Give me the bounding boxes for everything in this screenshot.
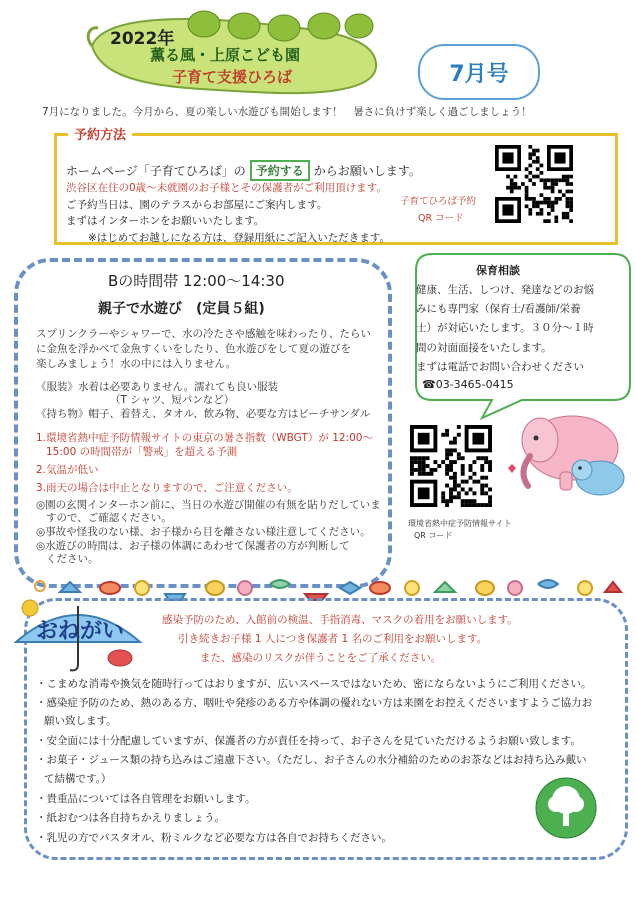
request-item7: ・乳児の方でパスタオル、粉ミルクなど必要な方は各自でお持ちください。	[36, 832, 392, 844]
consult-phone[interactable]: ☎03-3465-0415	[422, 378, 514, 391]
session-warn2: 2.気温が低い	[36, 464, 99, 476]
umbrella-icon	[8, 594, 148, 674]
session-dress-detail: （T シャツ、短パンなど）	[110, 394, 235, 406]
reserve-button[interactable]: 予約する	[250, 160, 310, 181]
session-warn1-cont: 15:00 の時間帯が「警戒」を超える予測	[46, 446, 238, 458]
reservation-title: 予約方法	[68, 124, 132, 143]
request-item4-cont: て結構です。）	[44, 773, 112, 785]
request-item3: ・安全面には十分配慮していますが、保護者の方が責任を持って、お子さんを見ていただけるようお願い致します。	[36, 735, 581, 747]
request-item6: ・紙おむつは各自持ちかえりましょう。	[36, 812, 225, 824]
consult-line3: 士）が対応いたします。３０分～１時	[416, 322, 594, 334]
session-dress: 《服装》水着は必要ありません。濡れても良い服装	[36, 381, 279, 393]
reservation-line2: 渋谷区在住の0歳～未就園のお子様とその保護者がご利用頂けます。	[66, 182, 387, 194]
session-time: Bの時間帯 12:00～14:30	[108, 272, 285, 290]
session-desc2: に金魚を浮かべて金魚すくいをしたり、色水遊びをして夏の遊びを	[36, 343, 351, 355]
request-red2: 引き続きお子様 1 人につき保護者 1 名のご利用をお願いします。	[178, 633, 488, 645]
consult-line4: 間の対面面接をいたします。	[416, 342, 552, 354]
session-note1-cont: すので、ご確認ください。	[46, 512, 172, 524]
qr1-caption-code: QR コード	[418, 213, 464, 224]
header-org: 薫る風・上原こども園	[150, 46, 301, 64]
request-item5: ・貴重品については各自管理をお願いします。	[36, 793, 256, 805]
qr1-caption: 子育てひろば予約	[400, 196, 477, 207]
session-note3: ◎水遊びの時間は、お子様の体調にあわせて保護者の方が判断して	[36, 540, 350, 552]
elephant-icon	[500, 396, 630, 504]
qr-code-icon[interactable]	[495, 145, 573, 223]
request-badge: おねがい	[36, 619, 125, 644]
session-note2: ◎事故や怪我のない様、お子様から目を離さない様注意してください。	[36, 526, 371, 538]
request-item2-cont: 願い致します。	[44, 715, 117, 727]
request-item2: ・感染症予防のため、熱のある方、咽吐や発疹のある方や体調の優れない方は来園をお控えくださいますようご協力お	[36, 697, 593, 709]
issue-badge: 7月号	[418, 44, 540, 100]
request-item4: ・お菓子・ジュース類の持ち込みはご遠慮下さい。（ただし、お子さんの水分補給のためのお茶などはお持ち込み戴い	[36, 754, 587, 766]
session-desc3: 楽しみましょう！水の中には入りません。	[36, 358, 237, 370]
header-subtitle: 子育て支援ひろば	[172, 68, 293, 86]
reservation-line3: ご予約当日は、園のテラスからお部屋にご案内します。	[66, 199, 328, 211]
consult-title: 保育相談	[476, 264, 520, 277]
reservation-line5: ※はじめてお越しになる方は、登録用紙にご記入いただきます。	[88, 232, 390, 244]
qr2-caption-code: QR コード	[414, 531, 453, 540]
request-item1: ・こまめな消毒や換気を随時行ってはおりますが、広いスペースではないため、密にならないようにご利用ください。	[36, 678, 592, 690]
session-warn3: 3.雨天の場合は中止となりますので、ご注意ください。	[36, 482, 298, 494]
session-note1: ◎園の玄関インターホン前に、当日の水遊び開催の有無を貼りだしていま	[36, 499, 381, 511]
session-warn1: 1.環境省熱中症予防情報サイトの東京の暑さ指数（WBGT）が 12:00～	[36, 432, 373, 444]
request-red3: また、感染のリスクが伴うことをご了承ください。	[200, 652, 442, 664]
header-year: 2022年	[110, 29, 175, 49]
consult-line1: 健康、生活、しつけ、発達などのお悩	[416, 284, 595, 296]
request-red1: 感染予防のため、入館前の検温、手指消毒、マスクの着用をお願いします。	[162, 614, 518, 626]
session-desc1: スプリンクラーやシャワーで、水の冷たさや感触を味わったり、たらい	[36, 328, 371, 340]
consult-line5: まずは電話でお問い合わせください	[416, 361, 584, 373]
consult-line2: みにも専門家（保育士/看護師/栄養	[416, 303, 581, 315]
crab-icon	[108, 650, 132, 666]
reservation-line1-post: からお願いします。	[313, 164, 421, 178]
session-belongings: 《持ち物》帽子、着替え、タオル、飲み物、必要な方はビーチサンダル	[36, 408, 371, 420]
qr2-caption: 環境省熱中症予防情報サイト	[408, 519, 512, 528]
session-title: 親子で水遊び (定員５組)	[98, 301, 265, 317]
qr-code-icon[interactable]	[410, 425, 492, 507]
reservation-line1-pre: ホームページ「子育てひろば」の	[66, 164, 246, 178]
speech-bubble	[412, 250, 634, 420]
reservation-line1	[66, 160, 421, 181]
tree-logo-icon	[534, 776, 598, 840]
session-note3-cont: ください。	[46, 553, 99, 565]
reservation-line4: まずはインターホンをお願いいたします。	[66, 215, 265, 227]
intro-text: 7月になりました。今月から、夏の楽しい水遊びも開始します！ 暑さに負けず楽しく過ごしましょう！	[42, 106, 532, 118]
